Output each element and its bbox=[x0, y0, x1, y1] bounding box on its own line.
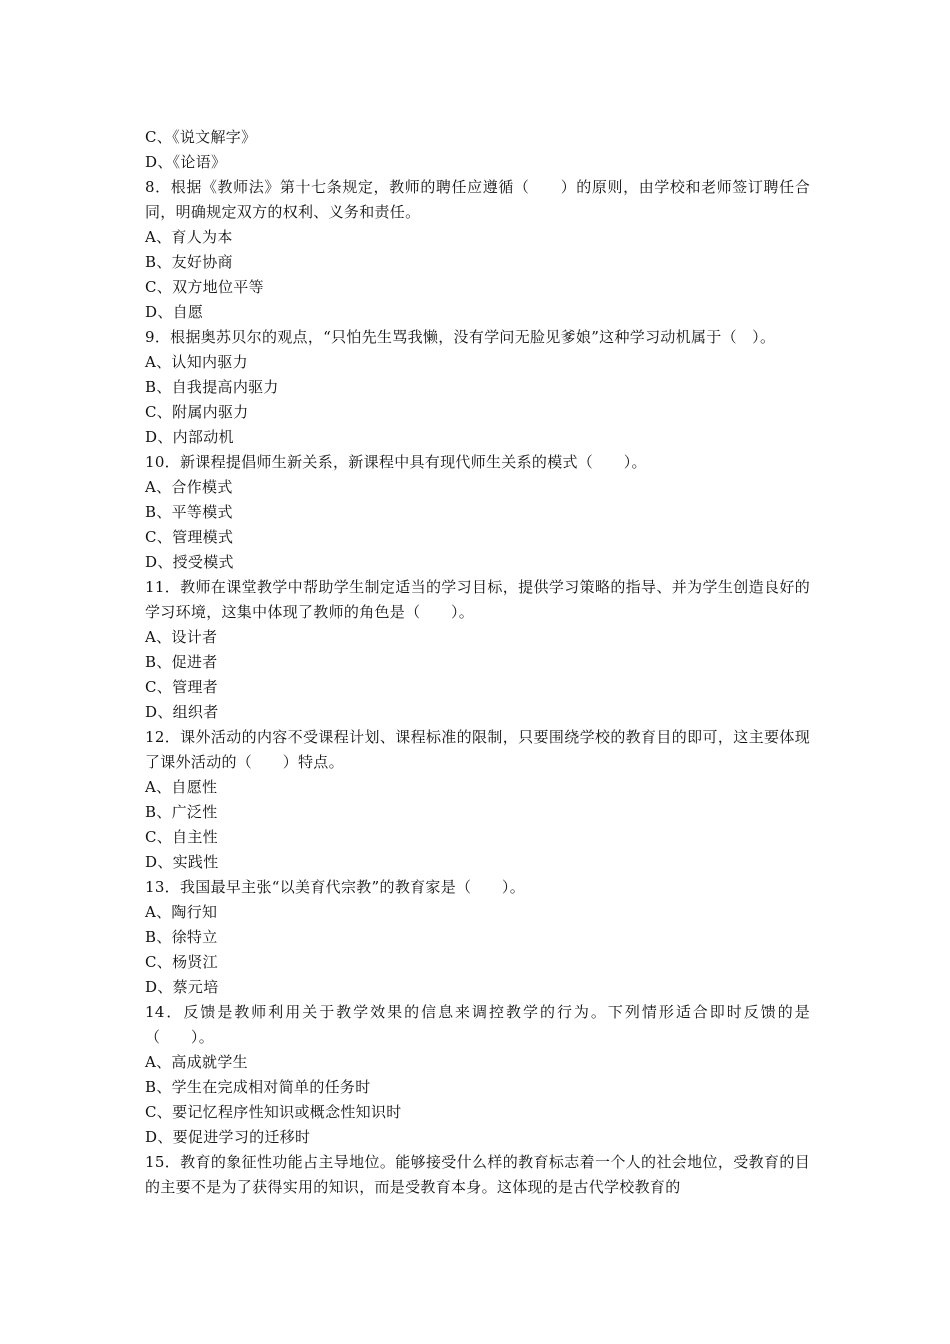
question-9: 9．根据奥苏贝尔的观点，“只怕先生骂我懒，没有学问无脸见爹娘”这种学习动机属于（ ）。 bbox=[145, 328, 776, 346]
c-option-14: C、要记忆程序性知识或概念性知识时 bbox=[145, 1103, 402, 1121]
question-13: 13．我国最早主张“以美育代宗教”的教育家是（ ）。 bbox=[145, 878, 526, 896]
c-option-11: C、管理者 bbox=[145, 678, 218, 696]
a-option-14: A、高成就学生 bbox=[145, 1053, 248, 1071]
a-option-8: A、育人为本 bbox=[145, 228, 233, 246]
b-option-9: B、自我提高内驱力 bbox=[145, 378, 279, 396]
question-10: 10．新课程提倡师生新关系，新课程中具有现代师生关系的模式（ ）。 bbox=[145, 453, 647, 471]
d-option-7: D、《论语》 bbox=[145, 153, 227, 171]
d-option-11: D、组织者 bbox=[145, 703, 219, 721]
c-option-12: C、自主性 bbox=[145, 828, 218, 846]
a-option-13: A、陶行知 bbox=[145, 903, 218, 921]
b-option-13: B、徐特立 bbox=[145, 928, 218, 946]
d-option-9: D、内部动机 bbox=[145, 428, 234, 446]
a-option-9: A、认知内驱力 bbox=[145, 353, 248, 371]
d-option-12: D、实践性 bbox=[145, 853, 219, 871]
d-option-8: D、自愿 bbox=[145, 303, 204, 321]
a-option-11: A、设计者 bbox=[145, 628, 218, 646]
c-option-10: C、管理模式 bbox=[145, 528, 234, 546]
c-option-9: C、附属内驱力 bbox=[145, 403, 249, 421]
question-8: 8．根据《教师法》第十七条规定，教师的聘任应遵循（ ）的原则，由学校和老师签订聘任合同，明确规定双方的权利、义务和责任。 bbox=[145, 178, 810, 221]
b-option-14: B、学生在完成相对简单的任务时 bbox=[145, 1078, 371, 1096]
b-option-8: B、友好协商 bbox=[145, 253, 233, 271]
question-14: 14．反馈是教师利用关于教学效果的信息来调控教学的行为。下列情形适合即时反馈的是（ ）。 bbox=[145, 1003, 810, 1046]
c-option-8: C、双方地位平等 bbox=[145, 278, 264, 296]
question-15: 15．教育的象征性功能占主导地位。能够接受什么样的教育标志着一个人的社会地位，受教育的目的主要不是为了获得实用的知识，而是受教育本身。这体现的是古代学校教育的 bbox=[145, 1153, 810, 1196]
question-12: 12．课外活动的内容不受课程计划、课程标准的限制，只要围绕学校的教育目的即可，这主要体现了课外活动的（ ）特点。 bbox=[145, 728, 810, 771]
b-option-11: B、促进者 bbox=[145, 653, 218, 671]
d-option-13: D、蔡元培 bbox=[145, 978, 219, 996]
c-option-13: C、杨贤江 bbox=[145, 953, 218, 971]
a-option-10: A、合作模式 bbox=[145, 478, 233, 496]
b-option-12: B、广泛性 bbox=[145, 803, 218, 821]
b-option-10: B、平等模式 bbox=[145, 503, 233, 521]
a-option-12: A、自愿性 bbox=[145, 778, 218, 796]
c-option-7: C、《说文解字》 bbox=[145, 128, 257, 146]
question-11: 11．教师在课堂教学中帮助学生制定适当的学习目标，提供学习策略的指导、并为学生创造良好的学习环境，这集中体现了教师的角色是（ ）。 bbox=[145, 578, 810, 621]
document-page bbox=[145, 125, 810, 1200]
d-option-14: D、要促进学习的迁移时 bbox=[145, 1128, 311, 1146]
d-option-10: D、授受模式 bbox=[145, 553, 234, 571]
